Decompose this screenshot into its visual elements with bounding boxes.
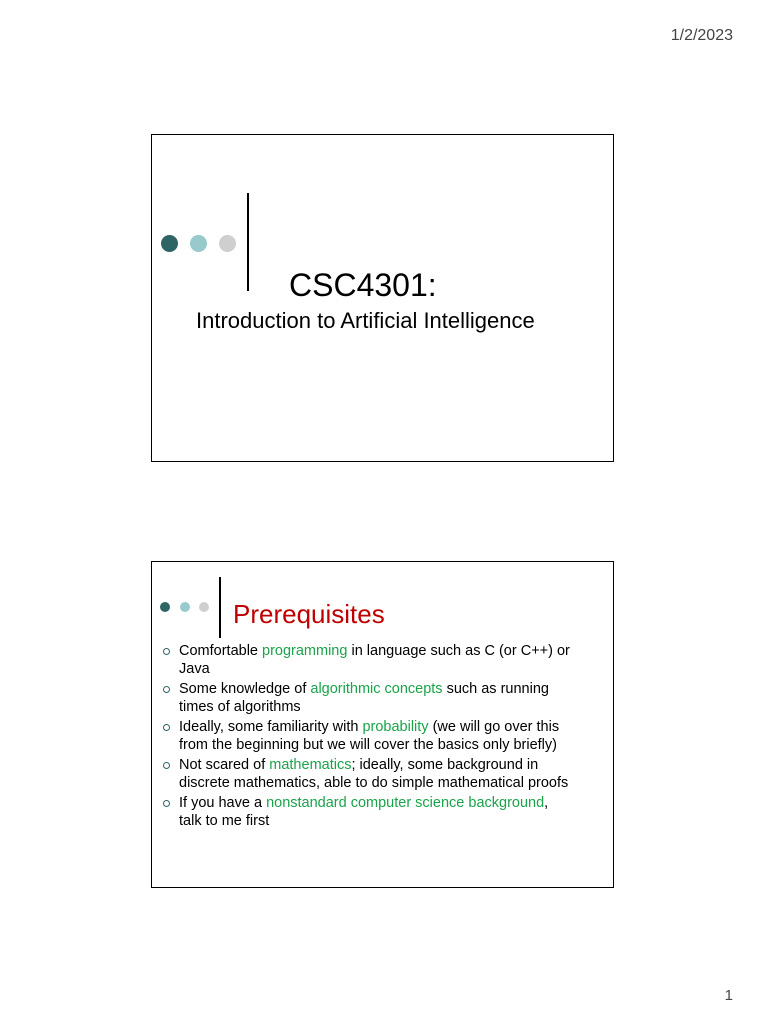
slide-prerequisites [151,561,614,888]
slide-heading: Prerequisites [233,599,385,629]
list-item [163,642,613,678]
bullet-highlight: algorithmic concepts [310,681,443,697]
bullet-text: times of algorithms [179,699,301,715]
bullet-icon [163,648,170,655]
bullet-text: Not scared of [179,757,270,773]
bullet-icon [163,686,170,693]
bullet-text: Java [179,661,210,677]
bullet-text: discrete mathematics, able to do simple mathematical proofs [179,775,569,791]
list-item [163,718,613,754]
bullet-text: such as running [442,681,549,697]
bullet-highlight: mathematics [269,757,352,773]
decor-dot-light [190,235,207,252]
bullet-text: (we will go over this [428,719,560,735]
course-code: CSC4301: [289,267,437,303]
decor-dot-dark [160,602,170,612]
bullet-highlight: probability [362,719,429,735]
bullet-icon [163,724,170,731]
slide-title [151,134,614,462]
bullet-icon [163,762,170,769]
print-date: 1/2/2023 [670,27,733,44]
decor-dot-light [180,602,190,612]
bullet-text: Ideally, some familiarity with [179,719,363,735]
bullet-text: ; ideally, some background in [351,757,539,773]
course-title: Introduction to Artificial Intelligence [196,308,535,333]
decor-dot-gray [219,235,236,252]
decor-dot-dark [161,235,178,252]
decor-dot-gray [199,602,209,612]
decor-vertical-line [219,577,221,638]
bullet-text: Some knowledge of [179,681,311,697]
bullet-highlight: programming [262,643,348,659]
bullet-text: in language such as C (or C++) or [347,643,570,659]
page-number: 1 [724,987,733,1004]
bullet-text: Comfortable [179,643,263,659]
bullet-text: from the beginning but we will cover the basics only briefly) [179,737,557,753]
prerequisites-list [163,642,613,832]
bullet-text: talk to me first [179,813,270,829]
bullet-highlight: nonstandard computer science background [266,795,545,811]
list-item [163,756,613,792]
bullet-text: If you have a [179,795,267,811]
list-item [163,794,613,830]
list-item [163,680,613,716]
decor-vertical-line [247,193,249,291]
bullet-text: , [544,795,549,811]
bullet-icon [163,800,170,807]
